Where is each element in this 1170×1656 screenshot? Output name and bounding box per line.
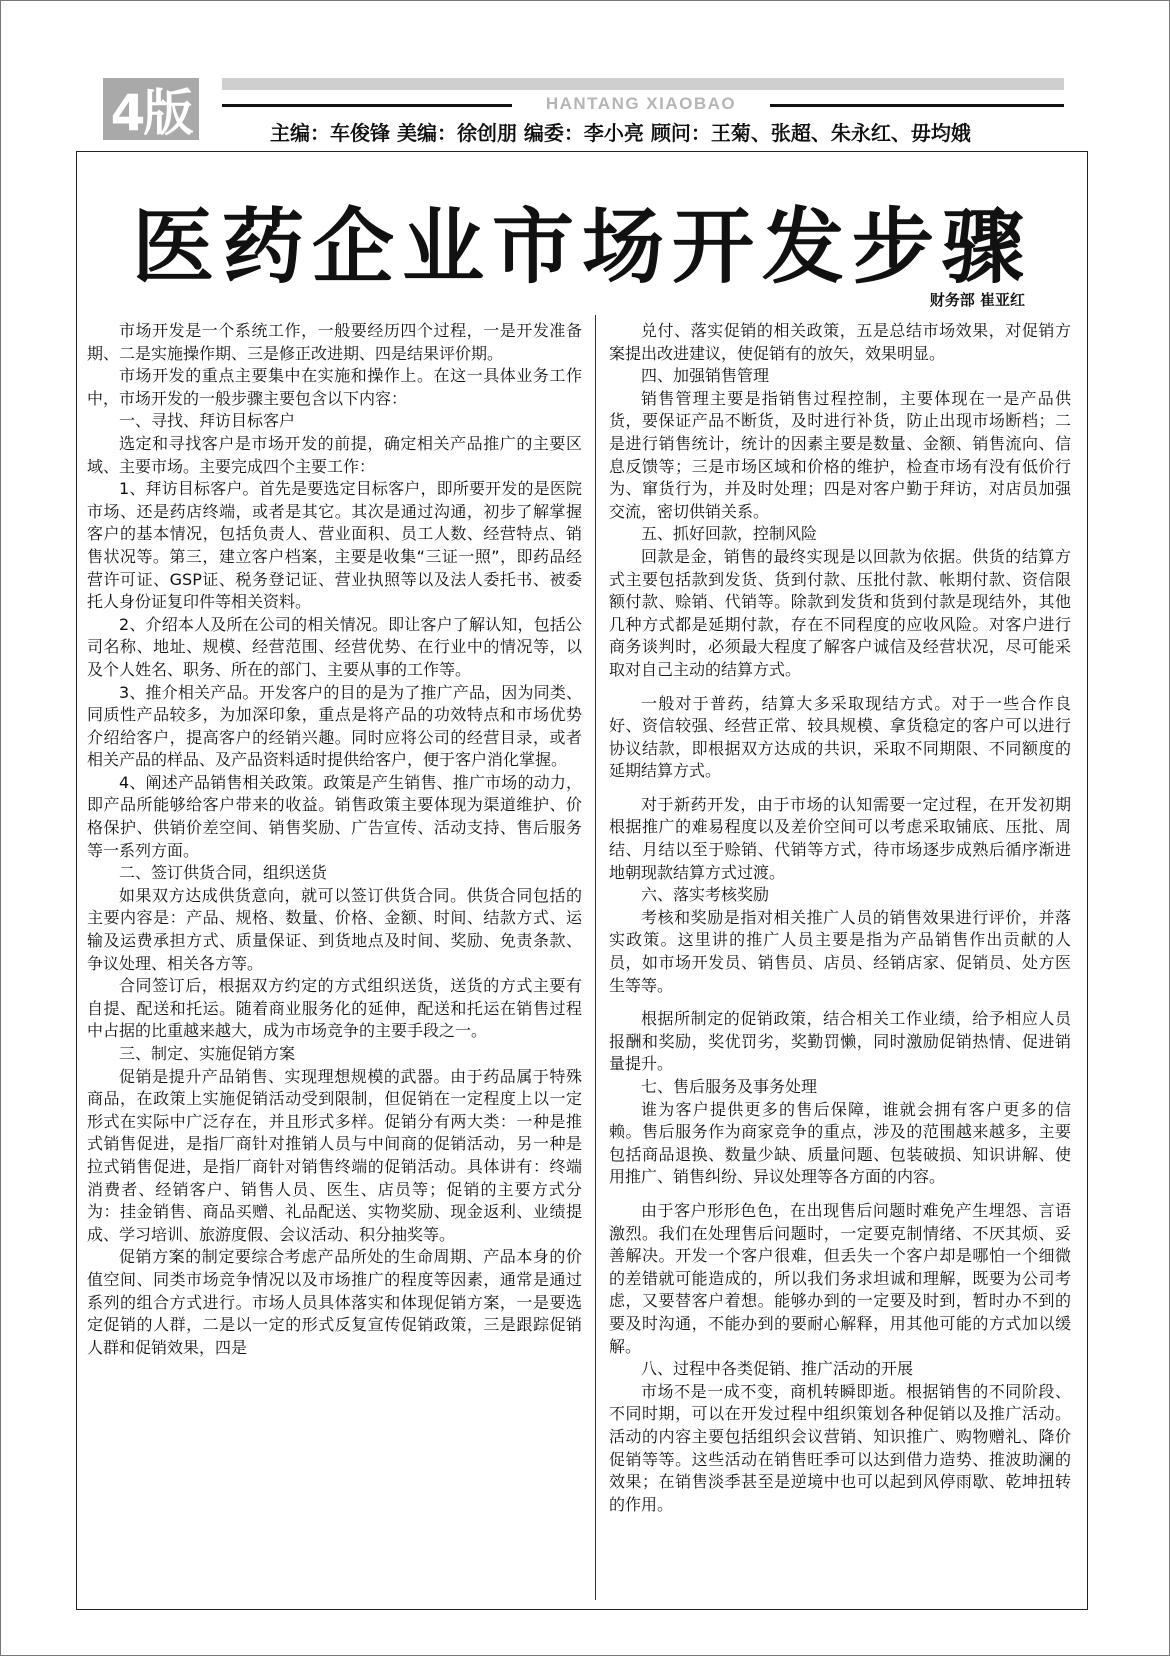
paragraph: 1、拜访目标客户。首先是要选定目标客户，即所要开发的是医院市场、还是药店终端，或者是其它。其次是通过沟通，初步了解掌握客户的基本情况，包括负责人、营业面积、员工人数、经营特点、销售状况等。第三，建立客户档案，主要是收集“三证一照”，即药品经营许可证、GSP证、税务登记证、营业执照等以及法人委托书、被委托人身份证复印件等相关资料。 <box>87 479 582 612</box>
paragraph: 合同签订后，根据双方约定的方式组织送货，送货的方式主要有自提、配送和托运。随着商业服务化的延伸，配送和托运在销售过程中占据的比重越来越大，成为市场竞争的主要手段之一。 <box>87 976 582 1041</box>
paragraph: 市场不是一成不变，商机转瞬即逝。根据销售的不同阶段、不同时期，可以在开发过程中组织策划各种促销以及推广活动。活动的内容主要包括组织会议营销、知识推广、购物赠礼、降价促销等等。这些活动在销售旺季可以达到借力造势、推波助澜的效果；在销售淡季甚至是逆境中也可以起到风停雨歇、乾坤扭转的作用。 <box>609 1381 1071 1514</box>
header-rule-left <box>222 104 512 107</box>
paragraph: 考核和奖励是指对相关推广人员的销售效果进行评价，并落实政策。这里讲的推广人员主要是指为产品销售作出贡献的人员，如市场开发员、销售员、店员、经销店家、促销员、处方医生等等。 <box>609 907 1071 995</box>
paragraph: 4、阐述产品销售相关政策。政策是产生销售、推广市场的动力，即产品所能够给客户带来的收益。销售政策主要体现为渠道维护、价格保护、供销价差空间、销售奖励、广告宣传、活动支持、售后服务等一系列方面。 <box>87 772 582 860</box>
header-rule-right <box>770 104 1064 107</box>
section-heading: 四、加强销售管理 <box>641 366 770 386</box>
editorial-credits: 主编：车俊锋 美编：徐创朋 编委：李小亮 顾问：王菊、张超、朱永红、毋均娥 <box>270 121 971 145</box>
paragraph: 根据所制定的促销政策，结合相关工作业绩，给予相应人员报酬和奖励，奖优罚劣，奖勤罚懒，同时激励促销热情、促进销量提升。 <box>609 1009 1071 1074</box>
left-column <box>87 320 582 1359</box>
paragraph: 促销是提升产品销售、实现理想规模的武器。由于药品属于特殊商品，在政策上实施促销活动受到限制，但促销在一定程度上以一定形式在实际中广泛存在，并且形式多样。促销分有两大类：一种是推式销售促进，是指厂商针对推销人员与中间商的促销活动，另一种是拉式销售促进，是指厂商针对销售终端的促销活动。具体讲有：终端消费者、经销客户、销售人员、医生、店员等；促销的主要方式分为：挂金销售、商品买赠、礼品配送、实物奖励、现金返利、业绩提成、学习培训、旅游度假、会议活动、积分抽奖等。 <box>87 1066 582 1244</box>
column-divider <box>595 315 596 1600</box>
paragraph: 市场开发是一个系统工作，一般要经历四个过程，一是开发准备期、二是实施操作期、三是修正改进期、四是结果评价期。 <box>87 321 582 363</box>
section-heading: 六、落实考核奖励 <box>641 885 770 905</box>
section-heading: 五、抓好回款，控制风险 <box>641 524 818 544</box>
paragraph: 兑付、落实促销的相关政策，五是总结市场效果，对促销方案提出改进建议，使促销有的放矢，效果明显。 <box>609 321 1071 363</box>
paragraph: 销售管理主要是指销售过程控制，主要体现在一是产品供货，要保证产品不断货，及时进行补货，防止出现市场断档；二是进行销售统计，统计的因素主要是数量、金额、销售流向、信息反馈等；三是市场区域和价格的维护，检查市场有没有低价行为、窜货行为，并及时处理；四是对客户勤于拜访，对店员加强交流，密切供销关系。 <box>609 388 1071 521</box>
section-heading: 一、寻找、拜访目标客户 <box>119 411 296 431</box>
paragraph: 由于客户形形色色，在出现售后问题时难免产生埋怨、言语激烈。我们在处理售后问题时，一定要克制情绪、不厌其烦、妥善解决。开发一个客户很难，但丢失一个客户却是哪怕一个细微的差错就可能造成的，所以我们务求坦诚和理解，既要为公司考虑，又要替客户着想。能够办到的一定要及时到，暂时办不到的要及时沟通，不能办到的要耐心解释，用其他可能的方式加以缓解。 <box>609 1200 1071 1356</box>
paragraph: 对于新药开发，由于市场的认知需要一定过程，在开发初期根据推广的难易程度以及差价空间可以考虑采取铺底、压批、周结、月结以至于赊销、代销等方式，待市场逐步成熟后循序渐进地朝现款结算方式过渡。 <box>609 794 1071 882</box>
section-heading: 八、过程中各类促销、推广活动的开展 <box>641 1359 914 1379</box>
article-byline: 财务部 崔亚红 <box>929 291 1025 309</box>
article-box <box>76 151 1088 1610</box>
paragraph: 市场开发的重点主要集中在实施和操作上。在这一具体业务工作中，市场开发的一般步骤主要包含以下内容： <box>87 366 582 408</box>
right-column <box>609 320 1071 1516</box>
paragraph: 谁为客户提供更多的售后保障，谁就会拥有客户更多的信赖。售后服务作为商家竞争的重点，涉及的范围越来越多，主要包括商品退换、数量少缺、质量问题、包装破损、知识讲解、使用推广、销售纠纷、异议处理等各方面的内容。 <box>609 1099 1071 1187</box>
paragraph: 选定和寻找客户是市场开发的前提，确定相关产品推广的主要区域、主要市场。主要完成四个主要工作： <box>87 433 582 476</box>
paragraph: 2、介绍本人及所在公司的相关情况。即让客户了解认知，包括公司名称、地址、规模、经营范围、经营优势、在行业中的情况等，以及个人姓名、职务、所在的部门、主要从事的工作等。 <box>87 614 582 679</box>
paragraph: 促销方案的制定要综合考虑产品所处的生命周期、产品本身的价值空间、同类市场竞争情况以及市场推广的程度等因素，通常是通过系列的组合方式进行。市场人员具体落实和体现促销方案，一是要选定促销的人群，二是以一定的形式反复宣传促销政策，三是跟踪促销人群和促销效果，四是 <box>87 1247 582 1357</box>
section-heading: 三、制定、实施促销方案 <box>119 1044 296 1063</box>
paragraph: 回款是金，销售的最终实现是以回款为依据。供货的结算方式主要包括款到发货、货到付款、压批付款、帐期付款、资信限额付款、赊销、代销等。除款到发货和货到付款是现结外，其他几种方式都是延期付款，存在不同程度的应收风险。对客户进行商务谈判时，必须最大程度了解客户诚信及经营状况，尽可能采取对自己主动的结算方式。 <box>609 546 1071 679</box>
paragraph: 如果双方达成供货意向，就可以签订供货合同。供货合同包括的主要内容是：产品、规格、数量、价格、金额、时间、结款方式、运输及运费承担方式、质量保证、到货地点及时间、奖励、免责条款、争议处理、相关各方等。 <box>87 885 582 973</box>
article-title: 医药企业市场开发步骤 <box>131 200 1032 295</box>
section-heading: 二、签订供货合同，组织送货 <box>119 863 328 883</box>
masthead-text: HANTANG XIAOBAO <box>545 94 737 113</box>
header-band <box>222 78 1064 90</box>
paragraph: 一般对于普药，结算大多采取现结方式。对于一些合作良好、资信较强、经营正常、较具规模、拿货稳定的客户可以进行协议结款，即根据双方达成的共识，采取不同期限、不同额度的延期结算方式。 <box>609 693 1071 781</box>
page-number-badge: 4版 <box>103 78 199 140</box>
section-heading: 七、售后服务及事务处理 <box>641 1077 818 1096</box>
paragraph: 3、推介相关产品。开发客户的目的是为了推广产品，因为同类、同质性产品较多，为加深印象，重点是将产品的功效特点和市场优势介绍给客户，提高客户的经销兴趣。同时应将公司的经营目录，或者相关产品的样品、及产品资料适时提供给客户，便于客户消化掌握。 <box>87 682 582 770</box>
